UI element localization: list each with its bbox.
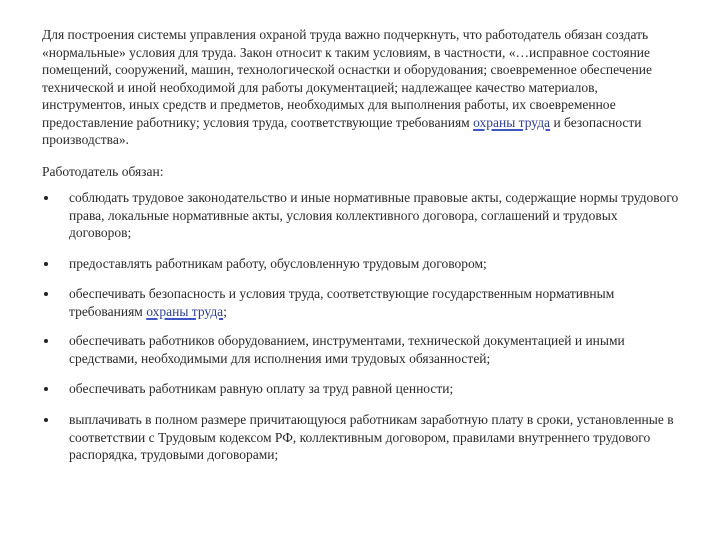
duty-item [42, 255, 682, 273]
duty-text [69, 285, 682, 320]
duty-item [42, 380, 682, 398]
duty-text: выплачивать в полном размере причитающуюся работникам заработную плату в сроки, установленные в соответствии с Трудовым кодексом РФ, коллективным договором, правилами внутреннего трудового распорядка, трудовыми договорами; [69, 412, 674, 462]
intro-text-start: Для построения системы управления охраной труда важно подчеркнуть, что работодатель обязан создать «нормальные» условия для труда. Закон относит к таким условиям, в частности, «…исправное состояние помещений, сооружений, машин, технологической оснастки и оборудования; своевременное обеспечение технической и иной необходимой для работы документацией; надлежащее качество материалов, инструментов, иных средств и предметов, необходимых для выполнения работы, их своевременное предоставление работнику; условия труда, соответствующие требованиям [42, 27, 652, 130]
duty-text: предоставлять работникам работу, обусловленную трудовым договором; [69, 256, 487, 271]
duty-item [42, 189, 682, 242]
bullet-icon [44, 339, 48, 343]
duty-text: обеспечивать работникам равную оплату за труд равной ценности; [69, 381, 454, 396]
duty-text: обеспечивать работников оборудованием, инструментами, технической документацией и иными средствами, необходимыми для исполнения ими трудовых обязанностей; [69, 333, 625, 366]
duty-text: соблюдать трудовое законодательство и иные нормативные правовые акты, содержащие нормы трудового права, локальные нормативные акты, условия коллективного договора, соглашений и трудовых договоров; [69, 190, 679, 240]
duty-text-start: обеспечивать безопасность и условия труда, соответствующие государственным нормативным требованиям [69, 286, 615, 319]
bullet-icon [44, 292, 48, 296]
duty-item [42, 285, 682, 320]
duty-item [42, 332, 682, 367]
duty-text-end: ; [223, 303, 227, 319]
employer-obligations-lead: Работодатель обязан: [42, 163, 164, 179]
bullet-icon [44, 387, 48, 391]
labor-protection-link[interactable]: охраны труда [473, 114, 551, 130]
intro-text-end: и безопасности производства». [42, 114, 642, 147]
duty-item [42, 411, 682, 464]
intro-paragraph [42, 26, 682, 149]
document-body [42, 26, 682, 180]
bullet-icon [44, 418, 48, 422]
bullet-icon [44, 262, 48, 266]
labor-protection-link[interactable]: охраны труда [146, 303, 224, 319]
bullet-icon [44, 196, 48, 200]
